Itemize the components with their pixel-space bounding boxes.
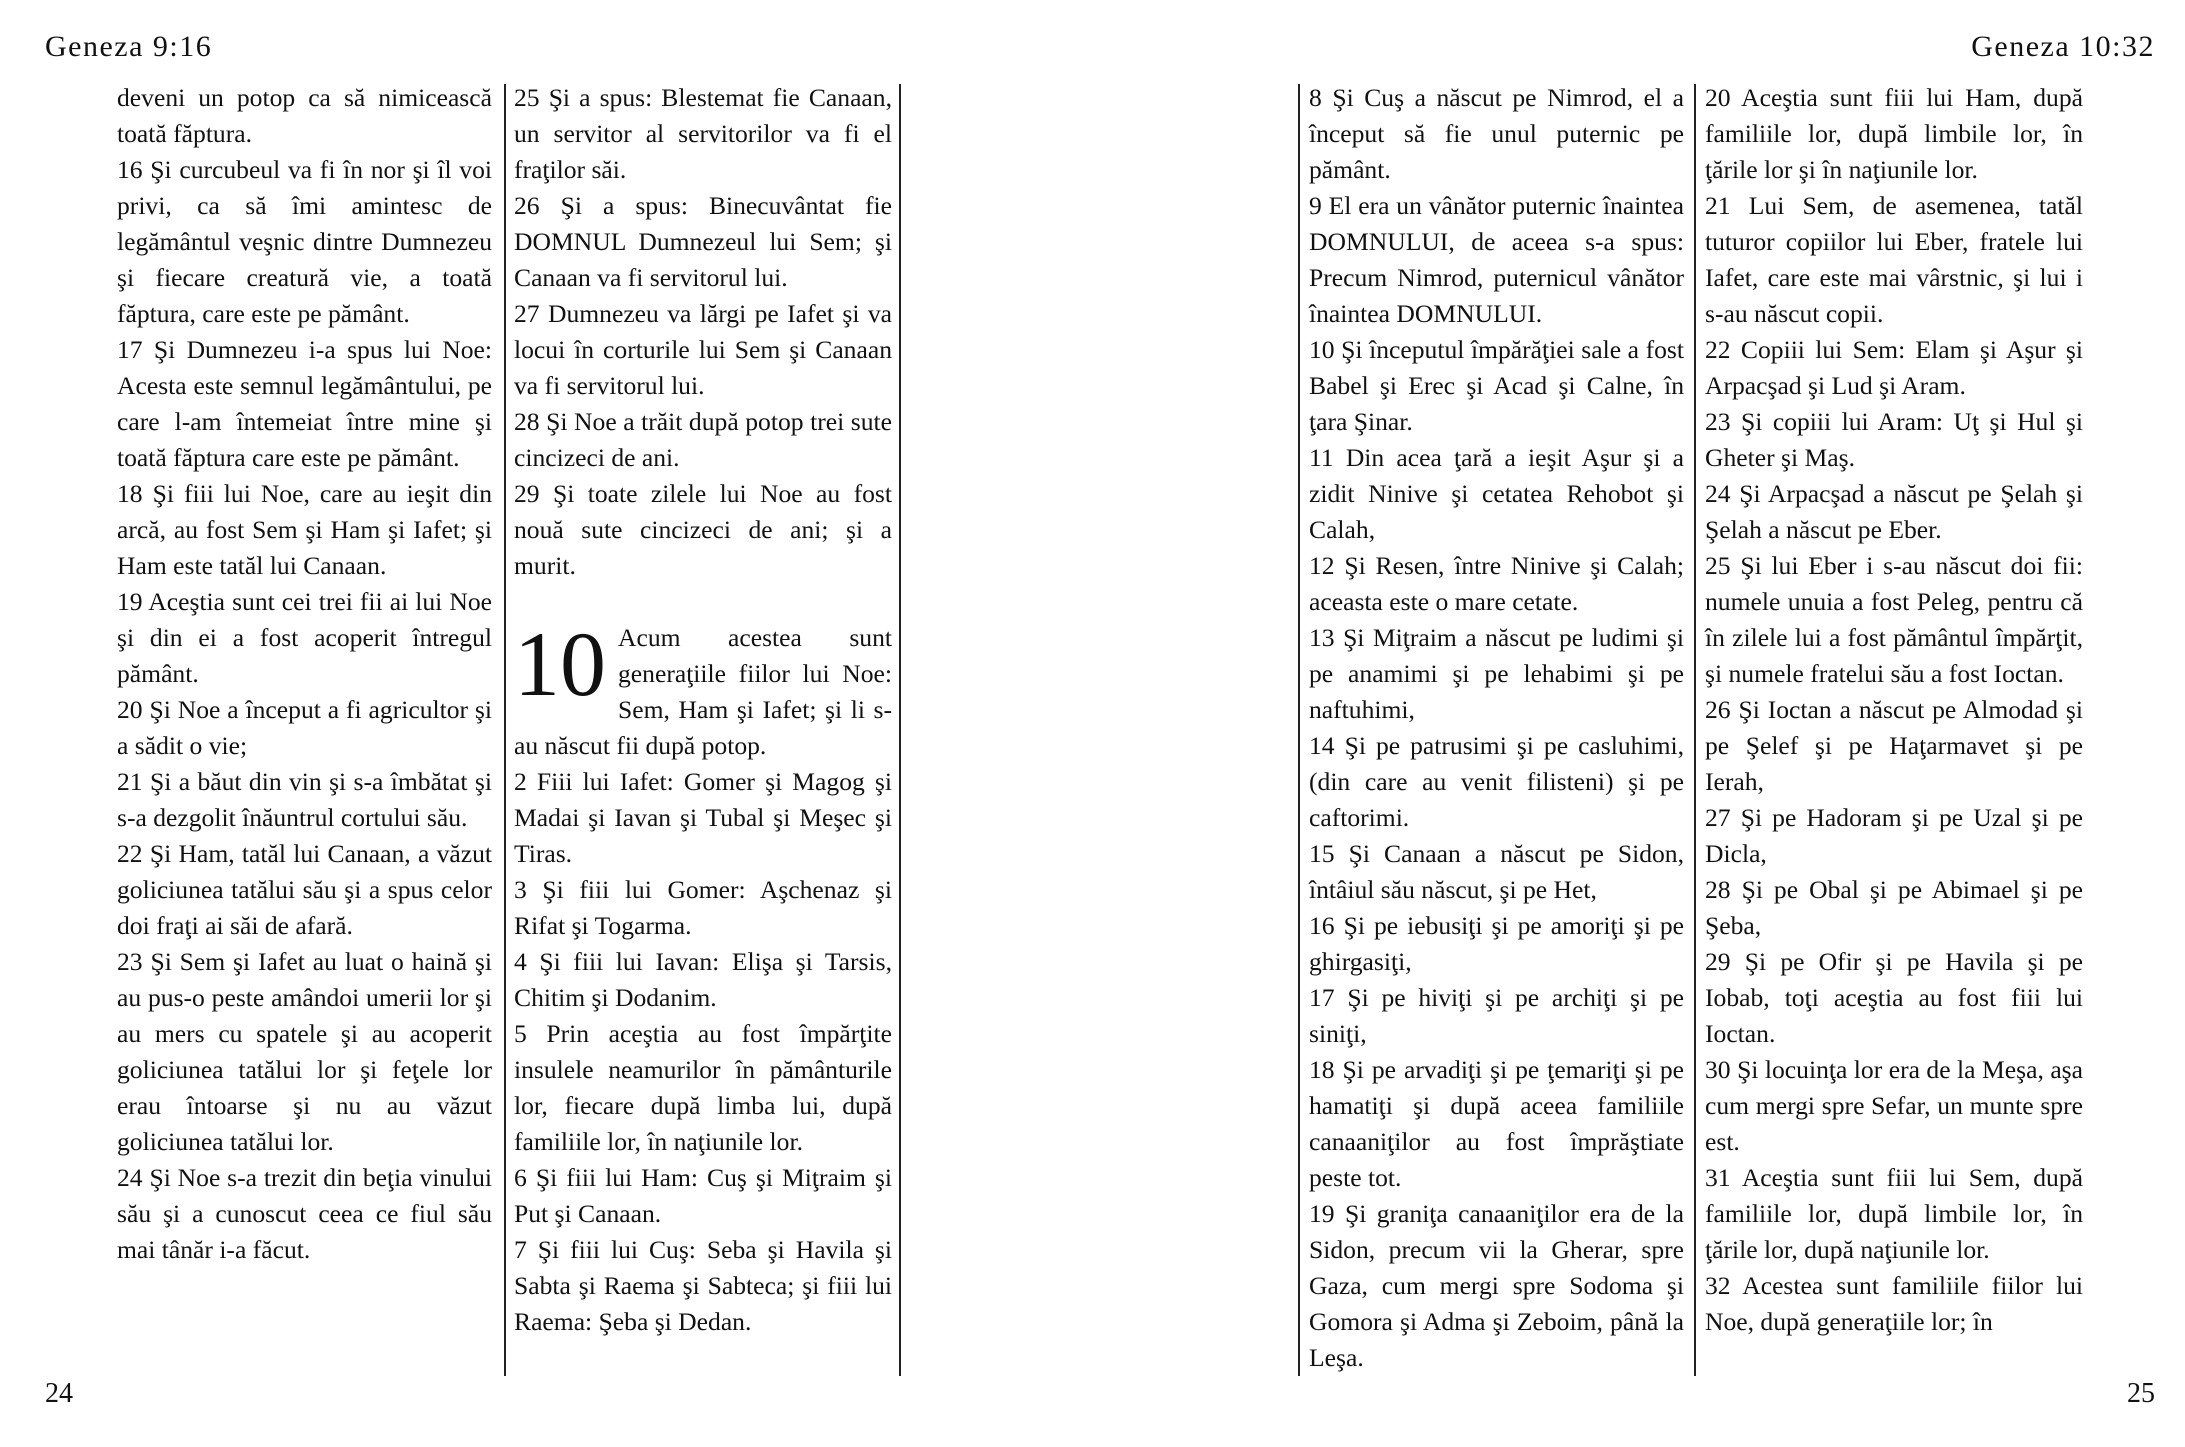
verse: 24 Şi Arpacşad a născut pe Şelah şi Şelah a născut pe Eber. <box>1705 479 2083 544</box>
verse: 2 Fiii lui Iafet: Gomer şi Magog şi Madai şi Iavan şi Tubal şi Meşec şi Tiras. <box>514 767 892 868</box>
verse: 3 Şi fiii lui Gomer: Aşchenaz şi Rifat şi Togarma. <box>514 875 892 940</box>
right-running-header: Geneza 10:32 <box>1971 30 2155 63</box>
verse: 21 Lui Sem, de asemenea, tatăl tuturor copiilor lui Eber, fratele lui Iafet, care este mai vârstnic, şi lui i s-au născut copii. <box>1705 191 2083 328</box>
left-running-header: Geneza 9:16 <box>45 30 213 63</box>
left-page-column-2 <box>514 80 892 1340</box>
verse: 11 Din acea ţară a ieşit Aşur şi a zidit Ninive şi cetatea Rehobot şi Calah, <box>1309 443 1684 544</box>
verse: 12 Şi Resen, între Ninive şi Calah; aceasta este o mare cetate. <box>1309 551 1684 616</box>
verse: 7 Şi fiii lui Cuş: Seba şi Havila şi Sabta şi Raema şi Sabteca; şi fiii lui Raema: Şeba şi Dedan. <box>514 1235 892 1336</box>
verse: 23 Şi Sem şi Iafet au luat o haină şi au pus-o peste amândoi umerii lor şi au mers cu spatele şi au acoperit goliciunea tatălui lor şi feţele lor erau întoarse şi nu au văzut goliciunea tatălui lor. <box>117 947 492 1156</box>
verse: Acum acestea sunt generaţiile fiilor lui Noe: Sem, Ham şi Iafet; şi li s-au născut fii după potop. <box>514 623 892 760</box>
verse: 23 Şi copiii lui Aram: Uţ şi Hul şi Gheter şi Maş. <box>1705 407 2083 472</box>
verse: 14 Şi pe patrusimi şi pe casluhimi, (din care au venit filisteni) şi pe caftorimi. <box>1309 731 1684 832</box>
verse: 22 Şi Ham, tatăl lui Canaan, a văzut goliciunea tatălui său şi a spus celor doi fraţi ai săi de afară. <box>117 839 492 940</box>
verse: 31 Aceştia sunt fiii lui Sem, după familiile lor, după limbile lor, în ţările lor, după naţiunile lor. <box>1705 1163 2083 1264</box>
verse: 24 Şi Noe s-a trezit din beţia vinului său şi a cunoscut ceea ce fiul său mai tânăr i-a făcut. <box>117 1163 492 1264</box>
verse: 13 Şi Miţraim a născut pe ludimi şi pe anamimi şi pe lehabimi şi pe naftuhimi, <box>1309 623 1684 724</box>
column-divider <box>1694 84 1696 1376</box>
verse: 30 Şi locuinţa lor era de la Meşa, aşa cum mergi spre Sefar, un munte spre est. <box>1705 1055 2083 1156</box>
verse: 9 El era un vânător puternic înaintea DOMNULUI, de aceea s-a spus: Precum Nimrod, puternicul vânător înaintea DOMNULUI. <box>1309 191 1684 328</box>
verse: 17 Şi Dumnezeu i-a spus lui Noe: Acesta este semnul legământului, pe care l-am întemeiat între mine şi toată făptura care este pe pământ. <box>117 335 492 472</box>
verse: 25 Şi lui Eber i s-au născut doi fii: numele unuia a fost Peleg, pentru că în zilele lui a fost pământul împărţit, şi numele fratelui său a fost Ioctan. <box>1705 551 2083 688</box>
verse: 18 Şi pe arvadiţi şi pe ţemariţi şi pe hamatiţi şi după aceea familiile canaaniţilor au fost împrăştiate peste tot. <box>1309 1055 1684 1192</box>
column-divider <box>504 84 506 1376</box>
verse: 20 Aceştia sunt fiii lui Ham, după familiile lor, după limbile lor, în ţările lor şi în naţiunile lor. <box>1705 83 2083 184</box>
verse: 6 Şi fiii lui Ham: Cuş şi Miţraim şi Put şi Canaan. <box>514 1163 892 1228</box>
column-divider <box>1298 84 1300 1376</box>
verse: 25 Şi a spus: Blestemat fie Canaan, un servitor al servitorilor va fi el fraţilor săi. <box>514 83 892 184</box>
verse: 32 Acestea sunt familiile fiilor lui Noe, după generaţiile lor; în <box>1705 1271 2083 1336</box>
verse: 18 Şi fiii lui Noe, care au ieşit din arcă, au fost Sem şi Ham şi Iafet; şi Ham este tatăl lui Canaan. <box>117 479 492 580</box>
right-page-column-1 <box>1309 80 1684 1376</box>
verse: 28 Şi pe Obal şi pe Abimael şi pe Şeba, <box>1705 875 2083 940</box>
chapter-number: 10 <box>514 613 606 715</box>
verse: 16 Şi curcubeul va fi în nor şi îl voi privi, ca să îmi amintesc de legământul veşnic dintre Dumnezeu şi fiecare creatură vie, a toată făptura, care este pe pământ. <box>117 155 492 328</box>
verse: 29 Şi toate zilele lui Noe au fost nouă sute cincizeci de ani; şi a murit. <box>514 479 892 580</box>
left-page-column-1 <box>117 80 492 1268</box>
page-number-left: 24 <box>45 1378 73 1409</box>
verse: 5 Prin aceştia au fost împărţite insulele neamurilor în pământurile lor, fiecare după limba lui, după familiile lor, în naţiunile lor. <box>514 1019 892 1156</box>
verse: 4 Şi fiii lui Iavan: Elişa şi Tarsis, Chitim şi Dodanim. <box>514 947 892 1012</box>
verse: 27 Dumnezeu va lărgi pe Iafet şi va locui în corturile lui Sem şi Canaan va fi servitorul lui. <box>514 299 892 400</box>
right-page-column-2 <box>1705 80 2083 1340</box>
verse: 19 Aceştia sunt cei trei fii ai lui Noe şi din ei a fost acoperit întregul pământ. <box>117 587 492 688</box>
verse: 21 Şi a băut din vin şi s-a îmbătat şi s-a dezgolit înăuntrul cortului său. <box>117 767 492 832</box>
verse: 16 Şi pe iebusiţi şi pe amoriţi şi pe ghirgasiţi, <box>1309 911 1684 976</box>
verse: 22 Copiii lui Sem: Elam şi Aşur şi Arpacşad şi Lud şi Aram. <box>1705 335 2083 400</box>
verse: deveni un potop ca să nimicească toată făptura. <box>117 83 492 148</box>
verse: 26 Şi a spus: Binecuvântat fie DOMNUL Dumnezeul lui Sem; şi Canaan va fi servitorul lui. <box>514 191 892 292</box>
chapter-opening <box>514 613 892 764</box>
verse: 8 Şi Cuş a născut pe Nimrod, el a început să fie unul puternic pe pământ. <box>1309 83 1684 184</box>
verse: 10 Şi începutul împărăţiei sale a fost Babel şi Erec şi Acad şi Calne, în ţara Şinar. <box>1309 335 1684 436</box>
verse: 26 Şi Ioctan a născut pe Almodad şi pe Şelef şi pe Haţarmavet şi pe Ierah, <box>1705 695 2083 796</box>
column-divider <box>899 84 901 1376</box>
verse: 27 Şi pe Hadoram şi pe Uzal şi pe Dicla, <box>1705 803 2083 868</box>
verse: 15 Şi Canaan a născut pe Sidon, întâiul său născut, şi pe Het, <box>1309 839 1684 904</box>
verse: 19 Şi graniţa canaaniţilor era de la Sidon, precum vii la Gherar, spre Gaza, cum mergi spre Sodoma şi Gomora şi Adma şi Zeboim, până la Leşa. <box>1309 1199 1684 1372</box>
verse: 28 Şi Noe a trăit după potop trei sute cincizeci de ani. <box>514 407 892 472</box>
page-number-right: 25 <box>2127 1378 2155 1409</box>
verse: 17 Şi pe hiviţi şi pe archiţi şi pe siniţi, <box>1309 983 1684 1048</box>
verse: 20 Şi Noe a început a fi agricultor şi a sădit o vie; <box>117 695 492 760</box>
verse: 29 Şi pe Ofir şi pe Havila şi pe Iobab, toţi aceştia au fost fiii lui Ioctan. <box>1705 947 2083 1048</box>
